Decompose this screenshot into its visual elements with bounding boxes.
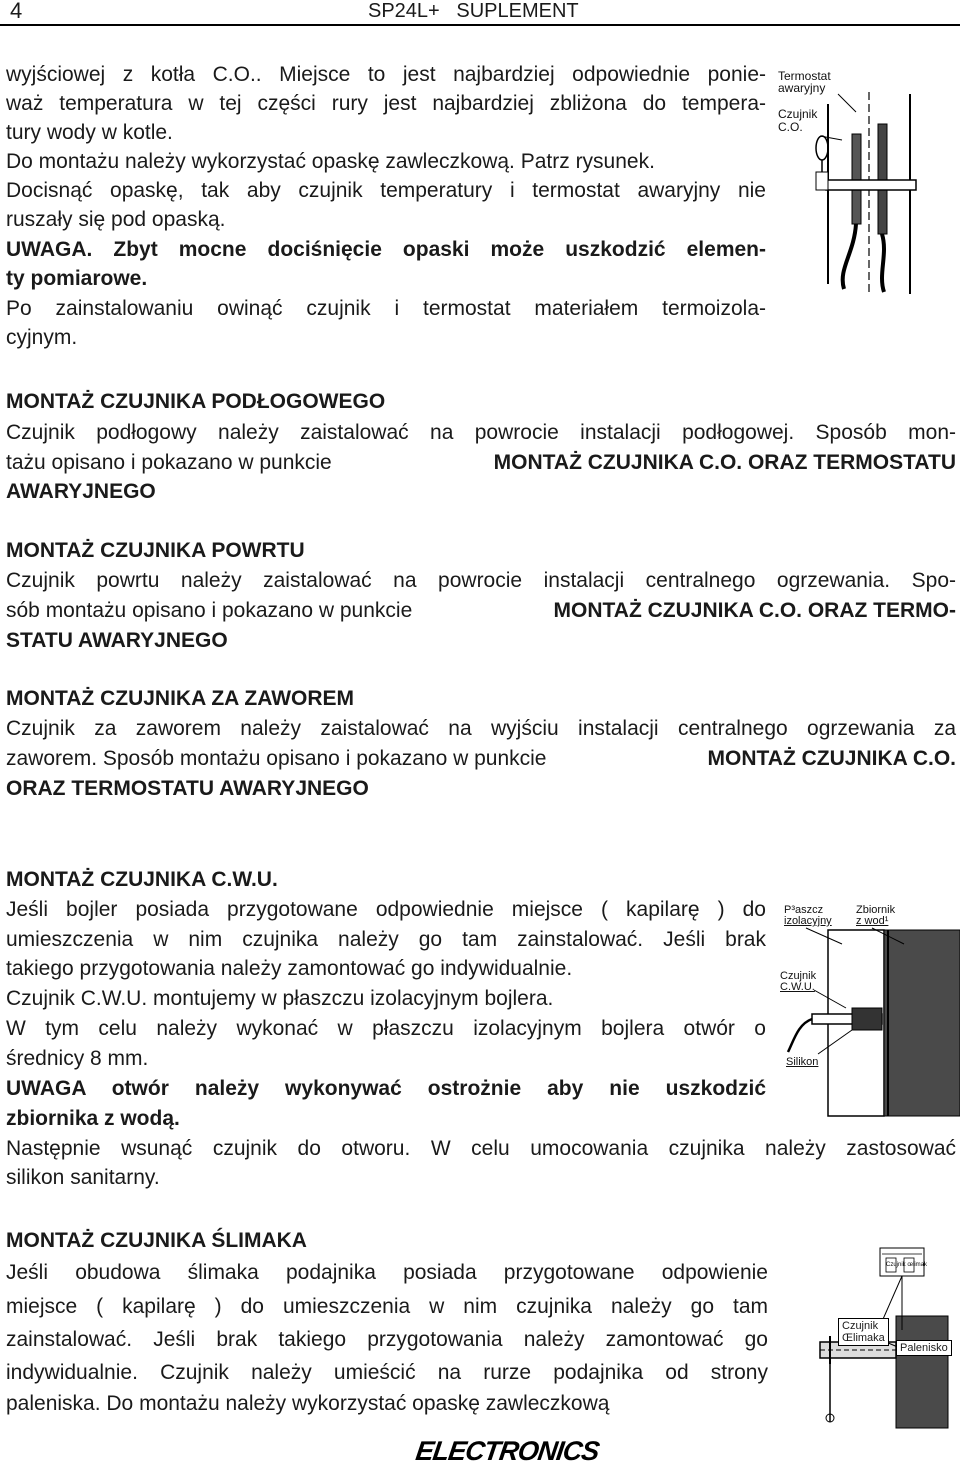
podlogowy-line-2-ref: MONTAŻ CZUJNIKA C.O. ORAZ TERMOSTATU <box>493 451 956 474</box>
figure-pipe-sensor <box>776 64 960 304</box>
cwu-line-5: W tym celu należy wykonać w płaszczu izolacyjnym bojlera otwór o <box>6 1017 766 1040</box>
label-czujnik-slimaka <box>838 1318 889 1346</box>
label-czujnik: Czujnik <box>778 107 818 121</box>
intro-line-3: tury wody w kotle. <box>6 121 173 144</box>
cwu-line-3: takiego przygotowania należy zamontować go indywidualnie. <box>6 957 573 980</box>
heading-slimak: MONTAŻ CZUJNIKA ŚLIMAKA <box>6 1229 307 1252</box>
podlogowy-line-3: AWARYJNEGO <box>6 480 156 503</box>
zawor-line-2-ref: MONTAŻ CZUJNIKA C.O. <box>707 747 956 770</box>
cwu-warning-1: UWAGA otwór należy wykonywać ostrożnie aby nie uszkodzić <box>6 1077 766 1100</box>
cwu-line-1: Jeśli bojler posiada przygotowane odpowiednie miejsce ( kapilarę ) do <box>6 898 766 921</box>
intro-line-1: wyjściowej z kotła C.O.. Miejsce to jest najbardziej odpowiednie ponie- <box>6 63 766 86</box>
label-palenisko: Palenisko <box>896 1340 952 1356</box>
podlogowy-line-1: Czujnik podłogowy należy zaistalować na powrocie instalacji podłogowej. Sposób mon- <box>6 421 956 444</box>
intro-line-5: Docisnąć opaskę, tak aby czujnik temperatury i termostat awaryjny nie <box>6 179 766 202</box>
after-line-1: Po zainstalowaniu owinąć czujnik i termostat materiałem termoizola- <box>6 297 766 320</box>
powrotu-line-3: STATU AWARYJNEGO <box>6 629 228 652</box>
label-z-woda: z wod¹ <box>856 915 889 927</box>
slimak-line-3: zainstalować. Jeśli brak takiego przygotowania należy zamontować go <box>6 1328 768 1351</box>
powrotu-line-2-ref: MONTAŻ CZUJNIKA C.O. ORAZ TERMO- <box>553 599 956 622</box>
powrotu-line-1: Czujnik powrtu należy zaistalować na powrocie instalacji centralnego ogrzewania. Spo- <box>6 569 956 592</box>
boiler-sensor-diagram <box>772 900 960 1130</box>
cwu-line-10: silikon sanitarny. <box>6 1166 160 1189</box>
podlogowy-line-2-text: tażu opisano i pokazano w punkcie <box>6 451 338 474</box>
label-czujnik-word: Czujnik <box>842 1320 879 1332</box>
slimak-line-2: miejsce ( kapilarę ) do umieszczenia w nim czujnika należy go tam <box>6 1295 768 1318</box>
heading-cwu: MONTAŻ CZUJNIKA C.W.U. <box>6 868 278 891</box>
label-izolacyjny: izolacyjny <box>784 915 832 927</box>
label-zbiornik: Zbiornik <box>856 904 896 916</box>
header-rule <box>0 24 960 26</box>
slimak-line-5: paleniska. Do montażu należy wykorzystać opaskę zawleczkową <box>6 1392 610 1415</box>
intro-line-4: Do montażu należy wykorzystać opaskę zawleczkową. Patrz rysunek. <box>6 150 655 173</box>
heading-zawor: MONTAŻ CZUJNIKA ZA ZAWOREM <box>6 687 355 710</box>
figure-boiler-sensor <box>772 900 960 1130</box>
cwu-warning-2: zbiornika z wodą. <box>6 1107 180 1130</box>
zawor-line-2-text: zaworem. Sposób montażu opisano i pokazano w punkcie <box>6 747 553 770</box>
powrotu-line-2-text: sób montażu opisano i pokazano w punkcie <box>6 599 419 622</box>
label-silikon: Silikon <box>786 1056 819 1068</box>
cwu-line-6: średnicy 8 mm. <box>6 1047 149 1070</box>
warning-line-2: ty pomiarowe. <box>6 267 148 290</box>
label-termostat: Termostat <box>778 69 831 83</box>
label-co: C.O. <box>778 120 803 134</box>
cwu-line-2: umieszczenia w nim czujnika należy go tam zainstalować. Jeśli brak <box>6 928 766 951</box>
zawor-line-1: Czujnik za zaworem należy zaistalować na wyjściu instalacji centralnego ogrzewania za <box>6 717 956 740</box>
zawor-line-2 <box>6 744 956 774</box>
intro-line-2: waż temperatura w tej części rury jest najbardziej zbliżona do tempera- <box>6 92 766 115</box>
label-slimaka-word: Œlimaka <box>842 1332 885 1344</box>
electronics-logo: ELECTRONICS <box>413 1436 601 1466</box>
after-line-2: cyjnym. <box>6 326 78 349</box>
pipe-sensor-diagram <box>776 64 960 304</box>
zawor-line-3: ORAZ TERMOSTATU AWARYJNEGO <box>6 777 369 800</box>
powrotu-line-2 <box>6 596 956 626</box>
page-number: 4 <box>10 0 23 23</box>
label-plaszcz: P³aszcz <box>784 904 824 916</box>
cwu-line-4: Czujnik C.W.U. montujemy w płaszczu izolacyjnym bojlera. <box>6 987 554 1010</box>
label-czujnik-slimak-small: Czujnik œlimak <box>886 1262 928 1268</box>
podlogowy-line-2 <box>6 448 956 478</box>
label-cwu: C.W.U. <box>780 981 815 993</box>
heading-podlogowy: MONTAŻ CZUJNIKA PODŁOGOWEGO <box>6 390 386 413</box>
label-awaryjny: awaryjny <box>778 81 826 95</box>
heading-powrotu: MONTAŻ CZUJNIKA POWRTU <box>6 539 305 562</box>
document-title: SP24L+ SUPLEMENT <box>368 0 579 22</box>
warning-line-1: UWAGA. Zbyt mocne dociśnięcie opaski może uszkodzić elemen- <box>6 238 766 261</box>
slimak-line-4: indywidualnie. Czujnik należy umieścić na rurze podajnika od strony <box>6 1361 768 1384</box>
intro-line-6: ruszały się pod opaską. <box>6 208 226 231</box>
cwu-line-9: Następnie wsunąć czujnik do otworu. W celu umocowania czujnika należy zastosować <box>6 1137 956 1160</box>
slimak-line-1: Jeśli obudowa ślimaka podajnika posiada przygotowane odpowienie <box>6 1261 768 1284</box>
label-czujnik-cwu: Czujnik <box>780 970 817 982</box>
